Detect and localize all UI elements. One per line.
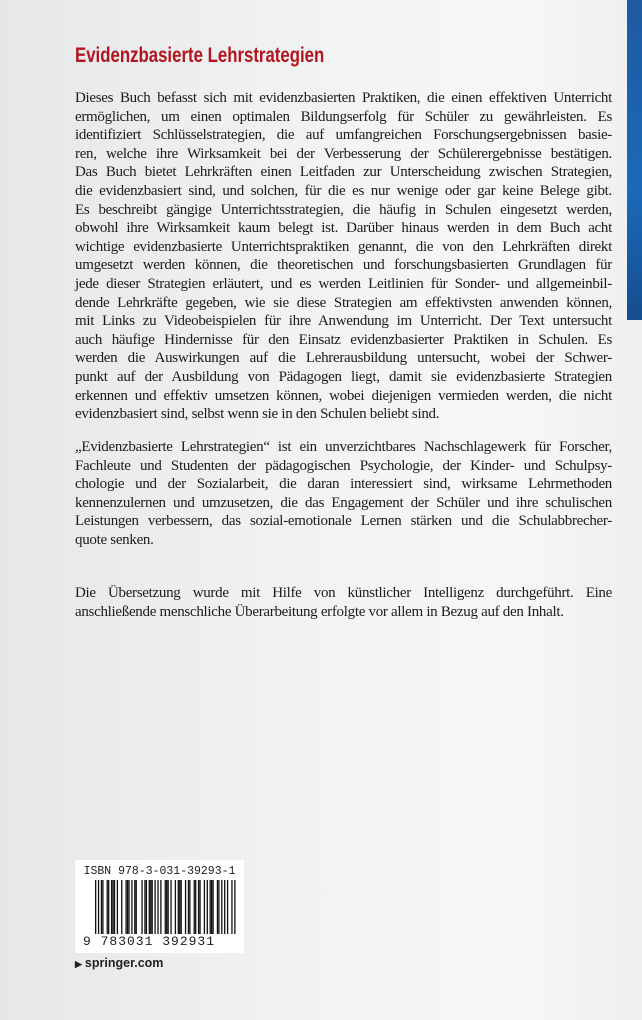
text-line: jede dieser Strategien erläutert, und es werden Leitlinien für Sonder- und allgemeinbil- bbox=[75, 275, 612, 292]
barcode-bar bbox=[175, 880, 176, 934]
text-line: Das Buch bietet Lehrkräften einen Leitfaden zur Unterscheidung zwischen Strategien, bbox=[75, 164, 612, 181]
barcode-bar bbox=[112, 880, 113, 934]
barcode-bar bbox=[154, 880, 155, 934]
website-label: springer.com bbox=[84, 956, 164, 970]
barcode-bars bbox=[95, 880, 237, 934]
text-line: Fachleute und Studenten der pädagogischen Psychologie, der Kinder- und Schulpsy- bbox=[75, 457, 612, 474]
text-line: wichtige evidenzbasierte Unterrichtspraktiken genannt, die von den Lehrkräften direkt bbox=[75, 238, 612, 255]
barcode-bar bbox=[165, 880, 166, 934]
text-line: Dieses Buch befasst sich mit evidenzbasierten Praktiken, die einen effektiven Unterricht bbox=[75, 90, 612, 106]
barcode-bar bbox=[179, 880, 180, 934]
barcode-bar bbox=[231, 880, 232, 934]
barcode-bar bbox=[168, 880, 169, 934]
publisher-website[interactable] bbox=[75, 956, 163, 970]
text-line: ermöglichen, um einen optimalen Bildungserfolg für Schüler zu gewährleisten. Es bbox=[75, 108, 612, 125]
barcode-bar bbox=[185, 880, 186, 934]
barcode-bar bbox=[234, 880, 235, 934]
barcode-bar bbox=[107, 880, 108, 934]
barcode-bar bbox=[166, 880, 167, 934]
text-line: quote senken. bbox=[75, 531, 154, 548]
arrow-right-icon: ▶ bbox=[75, 959, 82, 969]
text-line: auch häufige Hindernisse für den Einsatz evidenzbasierter Praktiken in Schulen. Es bbox=[75, 331, 612, 348]
side-color-bar bbox=[627, 0, 642, 320]
barcode-bar bbox=[199, 880, 200, 934]
text-line: identifiziert Schlüsselstrategien, die auf umfangreichen Forschungsergebnissen basie- bbox=[75, 127, 612, 144]
barcode-bar bbox=[188, 880, 189, 934]
barcode-bar bbox=[152, 880, 153, 934]
barcode-bar bbox=[227, 880, 228, 934]
barcode-bar bbox=[101, 880, 102, 934]
text-line: obwohl ihre Wirksamkeit kaum belegt ist. Darüber hinaus werden in dem Buch acht bbox=[75, 220, 612, 237]
description-paragraph-2 bbox=[75, 438, 612, 550]
book-title: Evidenzbasierte Lehrstrategien bbox=[75, 44, 325, 67]
barcode-bar bbox=[134, 880, 135, 934]
isbn-barcode bbox=[75, 860, 244, 953]
barcode-bar bbox=[195, 880, 196, 934]
text-line: evidenzbasiert sind, selbst wenn sie in den Schulen beliebt sind. bbox=[75, 406, 440, 423]
barcode-bar bbox=[157, 880, 158, 934]
text-line: die evidenzbasiert sind, und solchen, für die es nur wenige oder gar keine Belege gibt. bbox=[75, 182, 612, 199]
text-line: Leistungen verbessern, das sozial-emotionale Lernen stärken und die Schulabbrecher- bbox=[75, 513, 612, 530]
barcode-bar bbox=[149, 880, 150, 934]
barcode-bar bbox=[170, 880, 171, 934]
barcode-bar bbox=[146, 880, 147, 934]
description-paragraph-1 bbox=[75, 89, 612, 424]
barcode-bar bbox=[102, 880, 103, 934]
barcode-bar bbox=[98, 880, 99, 934]
text-line: ren, welche ihre Wirksamkeit bei der Verbesserung der Schülerergebnisse bestätigen. bbox=[75, 145, 612, 162]
barcode-bar bbox=[125, 880, 126, 934]
barcode-bar bbox=[207, 880, 208, 934]
barcode-bar bbox=[181, 880, 182, 934]
barcode-bar bbox=[117, 880, 118, 934]
text-line: erkennen und effektiv umsetzen können, wobei diejenigen vermieden werden, die nicht bbox=[75, 387, 612, 404]
barcode-bar bbox=[160, 880, 161, 934]
barcode-bar bbox=[136, 880, 137, 934]
barcode-bar bbox=[198, 880, 199, 934]
barcode-bar bbox=[150, 880, 151, 934]
barcode-bar bbox=[128, 880, 129, 934]
barcode-bar bbox=[218, 880, 219, 934]
barcode-bar bbox=[189, 880, 190, 934]
barcode-bar bbox=[141, 880, 142, 934]
barcode-digits: 9 783031 392931 bbox=[83, 934, 216, 949]
text-line: werden die Auswirkungen auf die Lehrerausbildung untersucht, wobei der Schwer- bbox=[75, 350, 612, 367]
text-line: Es beschreibt gängige Unterrichtsstrategien, die häufig in Schulen eingesetzt werden, bbox=[75, 201, 612, 218]
barcode-bar bbox=[121, 880, 122, 934]
barcode-bar bbox=[144, 880, 145, 934]
text-line: punkt auf der Ausbildung von Pädagogen liegt, damit sie evidenzbasierte Strategien bbox=[75, 368, 612, 385]
text-line: umgesetzt werden können, die theoretischen und forschungsbasierten Grundlagen für bbox=[75, 257, 612, 274]
barcode-bar bbox=[210, 880, 211, 934]
text-line: kennenzulernen und umzusetzen, die das Engagement der Schüler und ihre schulischen bbox=[75, 494, 612, 511]
barcode-bar bbox=[178, 880, 179, 934]
barcode-bar bbox=[95, 880, 96, 934]
text-line: mit Links zu Videobeispielen für ihre Anwendung im Unterricht. Der Text untersucht bbox=[75, 313, 612, 330]
barcode-bar bbox=[217, 880, 218, 934]
translation-note bbox=[75, 584, 612, 621]
barcode-bar bbox=[108, 880, 109, 934]
barcode-bar bbox=[212, 880, 213, 934]
barcode-bar bbox=[224, 880, 225, 934]
barcode-bar bbox=[204, 880, 205, 934]
barcode-bar bbox=[194, 880, 195, 934]
barcode-bar bbox=[211, 880, 212, 934]
barcode-bar bbox=[127, 880, 128, 934]
text-line: anschließende menschliche Überarbeitung erfolgte vor allem in Bezug auf den Inhalt. bbox=[75, 603, 564, 620]
text-line: chologie und der Sozialarbeit, die daran interessiert sind, wirksame Lehrmethoden bbox=[75, 476, 612, 493]
text-line: dende Lehrkräfte gegeben, wie sie diese Strategien am effektivsten anwenden können, bbox=[75, 294, 612, 311]
barcode-bar bbox=[131, 880, 132, 934]
text-line: Die Übersetzung wurde mit Hilfe von künstlicher Intelligenz durchgeführt. Eine bbox=[75, 585, 612, 601]
barcode-bar bbox=[111, 880, 112, 934]
barcode-bar bbox=[221, 880, 222, 934]
barcode-bar bbox=[114, 880, 115, 934]
isbn-label: ISBN 978-3-031-39293-1 bbox=[83, 865, 236, 878]
text-line: „Evidenzbasierte Lehrstrategien“ ist ein unverzichtbares Nachschlagewerk für Forscher, bbox=[75, 439, 612, 455]
